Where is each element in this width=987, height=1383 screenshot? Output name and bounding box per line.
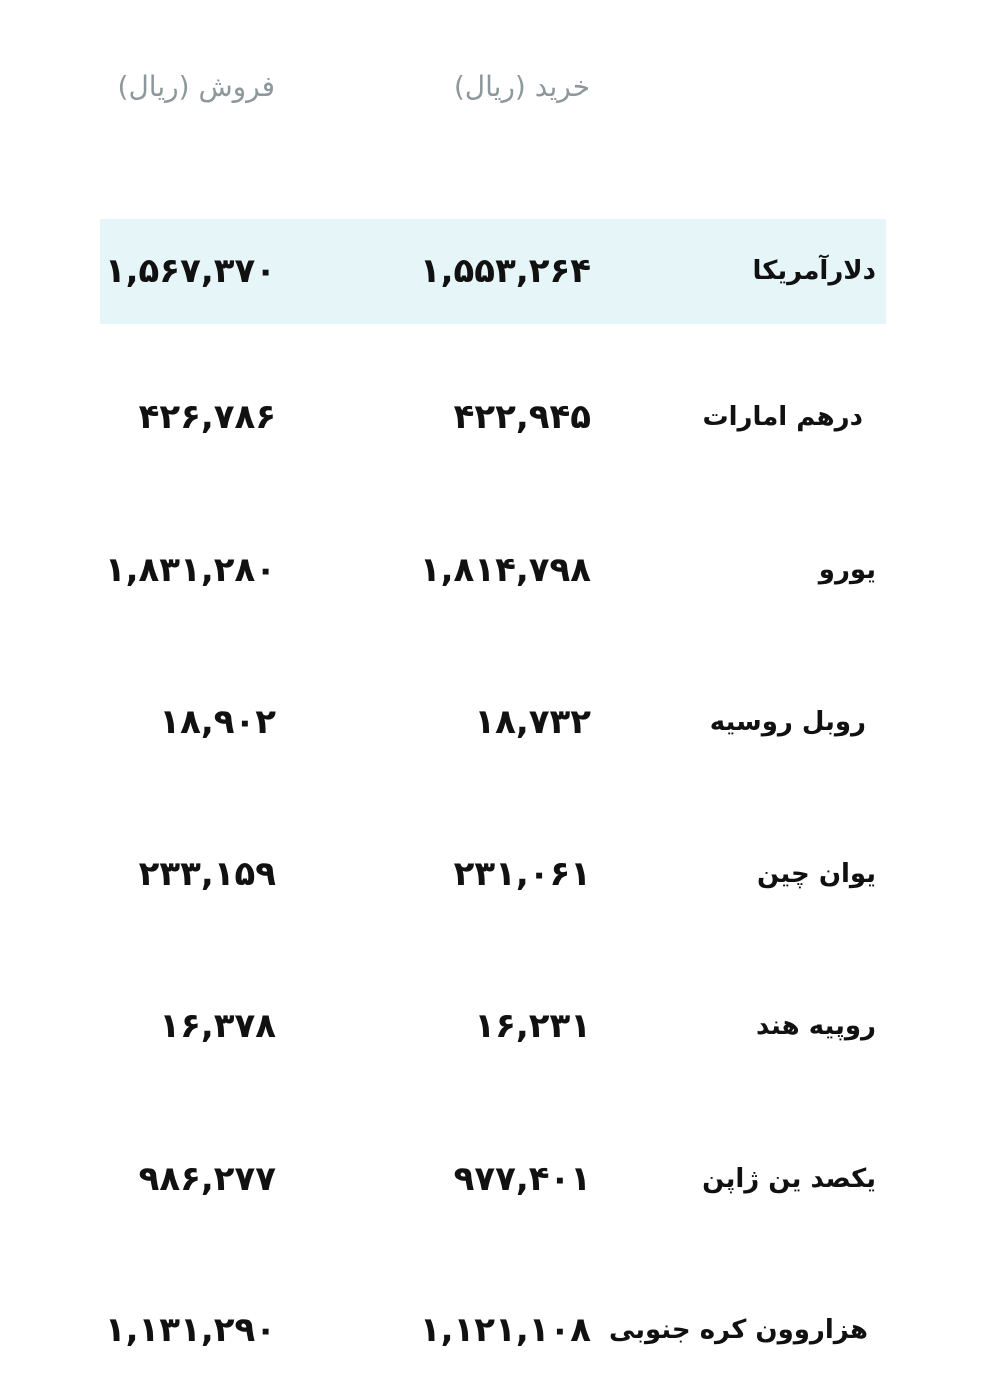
buy-price: ۱,۵۵۳,۲۶۴ — [419, 251, 591, 291]
sell-price: ۱,۵۶۷,۳۷۰ — [104, 251, 276, 291]
buy-price: ۱,۸۱۴,۷۹۸ — [419, 550, 591, 590]
sell-price: ۱,۸۳۱,۲۸۰ — [104, 550, 276, 590]
buy-price: ۲۳۱,۰۶۱ — [453, 854, 591, 894]
buy-price: ۱,۱۲۱,۱۰۸ — [419, 1310, 591, 1350]
buy-price: ۱۶,۲۳۱ — [474, 1006, 591, 1046]
currency-name: روپیه هند — [756, 1011, 876, 1041]
rate-row-cny[interactable] — [100, 822, 886, 927]
sell-price: ۲۳۳,۱۵۹ — [138, 854, 276, 894]
sell-price: ۱,۱۳۱,۲۹۰ — [104, 1310, 276, 1350]
sell-price: ۱۸,۹۰۲ — [159, 702, 276, 742]
rate-row-aed[interactable] — [100, 365, 886, 470]
sell-price: ۱۶,۳۷۸ — [159, 1006, 276, 1046]
buy-price: ۴۲۲,۹۴۵ — [453, 397, 591, 437]
currency-name: یکصد ین ژاپن — [702, 1164, 876, 1194]
rate-row-eur[interactable] — [100, 518, 886, 623]
currency-name: درهم امارات — [702, 402, 863, 432]
rate-row-krw[interactable] — [100, 1278, 886, 1383]
rate-row-usd[interactable] — [100, 219, 886, 324]
currency-name: یوان چین — [757, 859, 876, 889]
buy-price: ۹۷۷,۴۰۱ — [453, 1159, 591, 1199]
currency-name: روبل روسیه — [709, 707, 866, 737]
sell-price: ۴۲۶,۷۸۶ — [138, 397, 276, 437]
currency-name: یورو — [818, 555, 876, 585]
currency-name: هزاروون کره جنوبی — [608, 1315, 868, 1345]
buy-column-header: خرید (ریال) — [453, 70, 590, 103]
buy-price: ۱۸,۷۳۲ — [474, 702, 591, 742]
rate-row-rub[interactable] — [100, 670, 886, 775]
sell-price: ۹۸۶,۲۷۷ — [138, 1159, 276, 1199]
currency-name: دلارآمریکا — [752, 256, 876, 286]
rate-row-inr[interactable] — [100, 974, 886, 1079]
sell-column-header: فروش (ریال) — [117, 70, 275, 103]
rate-row-jpy[interactable] — [100, 1127, 886, 1232]
